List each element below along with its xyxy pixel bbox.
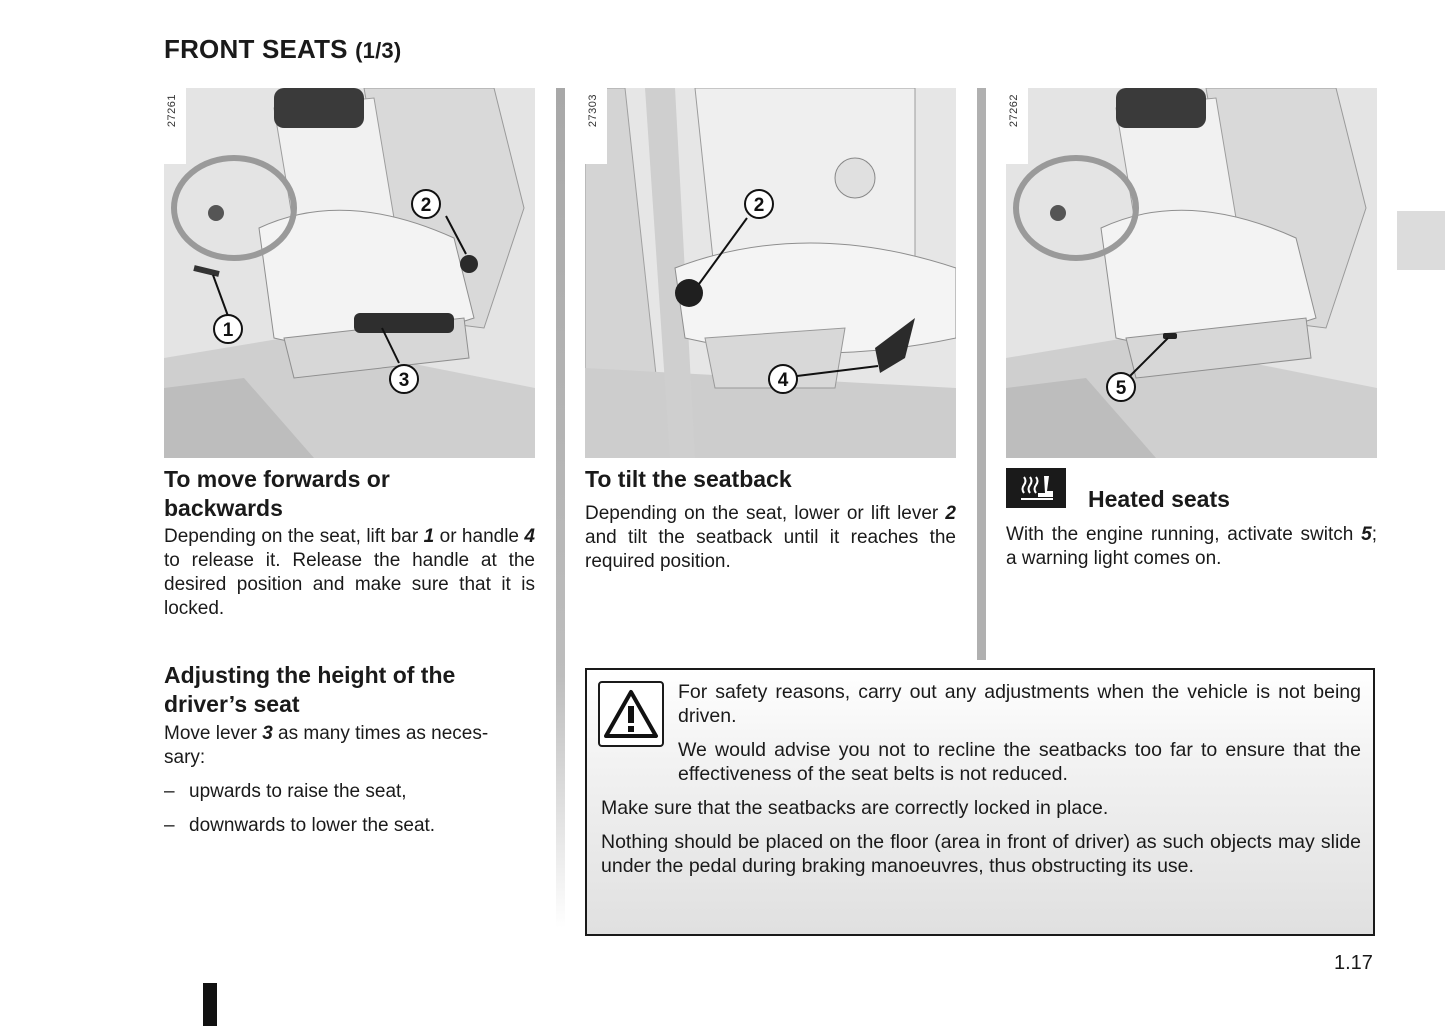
heated-seats-heading: Heated seats bbox=[1088, 486, 1230, 512]
figure-ref-tag: 27262 bbox=[1006, 88, 1028, 164]
warning-text-top bbox=[678, 680, 1361, 786]
svg-text:4: 4 bbox=[777, 370, 789, 391]
section-move bbox=[164, 465, 535, 621]
section-body: Move lever 3 as many times as neces-sary: bbox=[164, 723, 489, 768]
figure-seatback-tilt bbox=[585, 88, 956, 458]
warning-line: Make sure that the seatbacks are correctly locked in place. bbox=[601, 797, 1109, 819]
warning-text-bottom bbox=[601, 796, 1361, 878]
figure-heated-switch bbox=[1006, 88, 1377, 458]
section-heading: To move forwards or backwards bbox=[164, 466, 390, 521]
callout-5 bbox=[1107, 373, 1135, 401]
section-heading: To tilt the seatback bbox=[585, 466, 792, 492]
list-item: – upwards to raise the seat, bbox=[164, 781, 407, 802]
page-title-part: (1/3) bbox=[355, 38, 402, 63]
chapter-thumb-tab bbox=[1397, 211, 1445, 270]
warning-line: Nothing should be placed on the floor (area in front of driver) as such objects may slide under the pedal during braking manoeuvres, thus obstructing its use. bbox=[601, 831, 1361, 877]
svg-text:5: 5 bbox=[1115, 378, 1127, 399]
section-body: Depending on the seat, lift bar 1 or handle 4 to release it. Release the handle at the desired position and make sure that it is locked. bbox=[164, 526, 535, 619]
section-heading: Adjusting the height of the driver’s seat bbox=[164, 662, 456, 717]
callout-2 bbox=[412, 190, 440, 218]
warning-line: We would advise you not to recline the seatbacks too far to ensure that the effectiveness of the seat belts is not reduced. bbox=[678, 739, 1361, 785]
section-tilt bbox=[585, 465, 956, 574]
page-edge-marker bbox=[203, 983, 217, 1026]
svg-text:1: 1 bbox=[222, 320, 234, 341]
page-number: 1.17 bbox=[1334, 952, 1373, 974]
callout-3 bbox=[390, 365, 418, 393]
column-divider-left bbox=[556, 88, 565, 928]
figure-ref-tag: 27261 bbox=[164, 88, 186, 164]
seat-illustration-1 bbox=[164, 88, 535, 458]
page-title bbox=[164, 34, 401, 65]
svg-text:2: 2 bbox=[753, 195, 765, 216]
callout-2 bbox=[745, 190, 773, 218]
warning-line: For safety reasons, carry out any adjustments when the vehicle is not being driven. bbox=[678, 681, 1361, 727]
section-body: With the engine running, activate switch 5; a warning light comes on. bbox=[1006, 524, 1377, 569]
seat-illustration-3 bbox=[1006, 88, 1377, 458]
section-body: Depending on the seat, lower or lift lever 2 and tilt the seatback until it reaches the required position. bbox=[585, 503, 956, 572]
svg-text:3: 3 bbox=[398, 370, 410, 391]
warning-triangle-icon bbox=[598, 681, 664, 747]
figure-seat-adjust bbox=[164, 88, 535, 458]
callout-1 bbox=[214, 315, 242, 343]
svg-text:2: 2 bbox=[420, 195, 432, 216]
figure-ref-tag: 27303 bbox=[585, 88, 607, 164]
list-item: – downwards to lower the seat. bbox=[164, 815, 436, 836]
section-heated bbox=[1006, 523, 1377, 571]
section-height bbox=[164, 661, 535, 838]
column-divider-right bbox=[977, 88, 986, 660]
heated-seat-icon bbox=[1006, 468, 1066, 508]
page-title-main: FRONT SEATS bbox=[164, 34, 348, 64]
callout-4 bbox=[769, 365, 797, 393]
seat-illustration-2 bbox=[585, 88, 956, 458]
